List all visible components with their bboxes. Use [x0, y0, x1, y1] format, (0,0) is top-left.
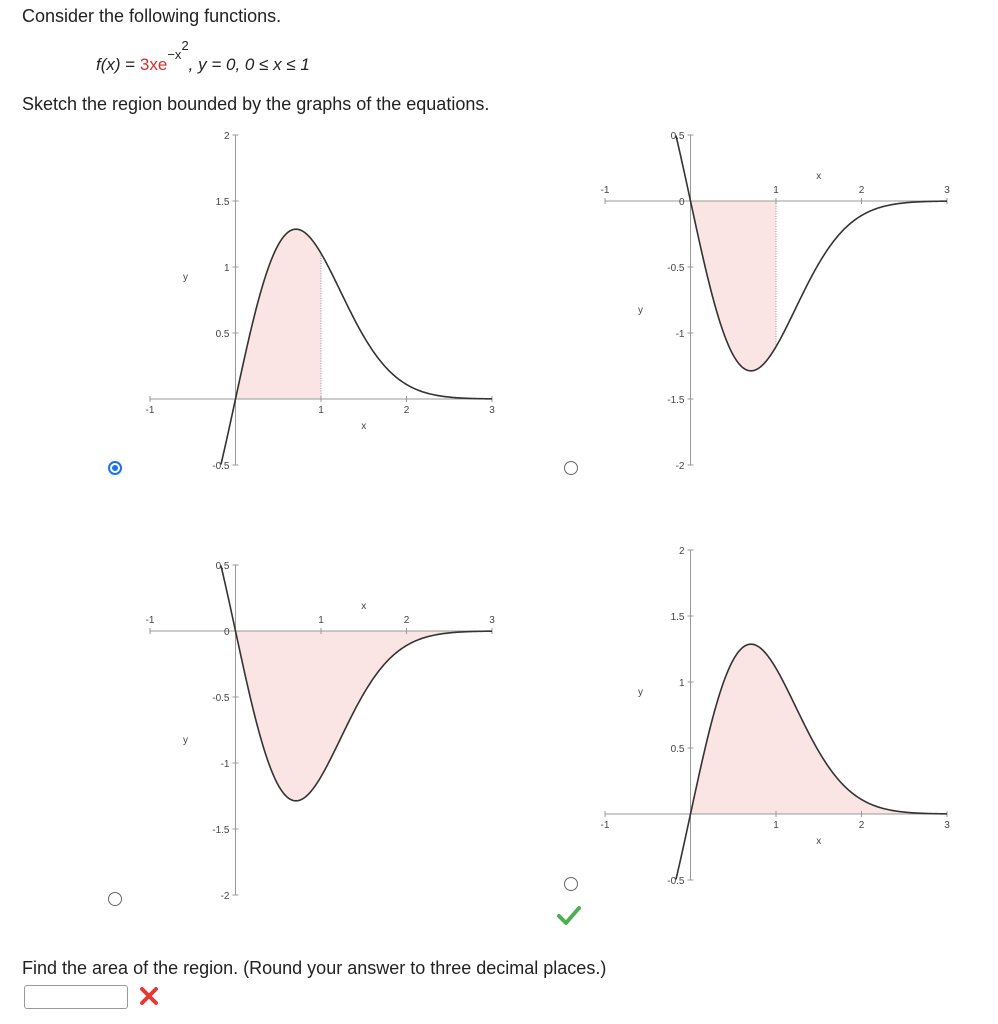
y-tick-label: 0	[223, 627, 230, 638]
y-tick-label: -2	[220, 891, 230, 902]
x-tick-label: -1	[600, 185, 610, 196]
shaded-region	[691, 201, 777, 371]
x-tick-label: 3	[944, 185, 950, 196]
x-tick-label: 2	[858, 185, 865, 196]
x-tick-label: 1	[318, 405, 324, 416]
x-tick-label: 2	[403, 405, 410, 416]
graph-option-c	[140, 555, 500, 905]
function-label: f(x)	[96, 54, 121, 74]
area-answer-input[interactable]	[24, 985, 128, 1009]
y-tick-label: -0.5	[667, 263, 685, 274]
y-tick-label: 0.5	[215, 329, 230, 340]
sketch-prompt: Sketch the region bounded by the graphs of the equations.	[22, 94, 490, 114]
radio-option-b[interactable]	[564, 461, 578, 475]
x-tick-label: 1	[773, 185, 779, 196]
graph-option-b	[595, 125, 955, 475]
y-tick-label: -0.5	[667, 876, 685, 887]
x-tick-label: -1	[145, 405, 155, 416]
y-tick-label: -0.5	[212, 461, 230, 472]
equation-constraints: , y = 0, 0 ≤ x ≤ 1	[188, 54, 310, 74]
y-axis-label: y	[183, 272, 188, 284]
function-exponent-power: 2	[181, 38, 189, 53]
function-expression-base: 3xe	[139, 54, 168, 74]
x-tick-label: 1	[318, 615, 324, 626]
y-axis-label: y	[638, 687, 643, 699]
y-tick-label: 0.5	[670, 744, 685, 755]
y-tick-label: 2	[223, 131, 230, 142]
y-tick-label: 1.5	[670, 612, 685, 623]
y-tick-label: 2	[678, 546, 685, 557]
y-tick-label: 0.5	[670, 131, 685, 142]
y-tick-label: 1	[223, 263, 230, 274]
x-tick-label: 3	[489, 405, 495, 416]
x-axis-label: x	[361, 601, 367, 612]
question-intro: Consider the following functions.	[22, 6, 282, 26]
radio-option-c[interactable]	[108, 892, 122, 906]
y-tick-label: 0.5	[215, 561, 230, 572]
equals-sign: =	[120, 54, 140, 74]
y-tick-label: -1.5	[212, 825, 230, 836]
y-tick-label: -1	[675, 329, 685, 340]
x-tick-label: -1	[145, 615, 155, 626]
y-axis-label: y	[183, 735, 188, 747]
function-exponent: −x	[167, 47, 182, 63]
graph-option-a	[140, 125, 500, 475]
y-tick-label: -1.5	[667, 395, 685, 406]
radio-option-d[interactable]	[564, 877, 578, 891]
x-tick-label: 3	[489, 615, 495, 626]
x-tick-label: 2	[858, 820, 865, 831]
correct-check-icon	[557, 904, 581, 926]
y-axis-label: y	[638, 305, 643, 317]
y-tick-label: 1.5	[215, 197, 230, 208]
radio-option-a[interactable]	[108, 461, 122, 475]
graph-option-d	[595, 540, 955, 890]
y-tick-label: -0.5	[212, 693, 230, 704]
find-area-prompt: Find the area of the region. (Round your answer to three decimal places.)	[22, 958, 607, 978]
x-tick-label: 3	[944, 820, 950, 831]
x-axis-label: x	[816, 836, 822, 847]
y-tick-label: -1	[220, 759, 230, 770]
x-tick-label: 1	[773, 820, 779, 831]
y-tick-label: -2	[675, 461, 685, 472]
equation	[96, 38, 310, 75]
x-tick-label: -1	[600, 820, 610, 831]
y-tick-label: 0	[678, 197, 685, 208]
y-tick-label: 1	[678, 678, 685, 689]
x-tick-label: 2	[403, 615, 410, 626]
shaded-region	[236, 229, 322, 399]
incorrect-x-icon	[138, 984, 160, 1008]
x-axis-label: x	[361, 421, 367, 432]
x-axis-label: x	[816, 171, 822, 182]
